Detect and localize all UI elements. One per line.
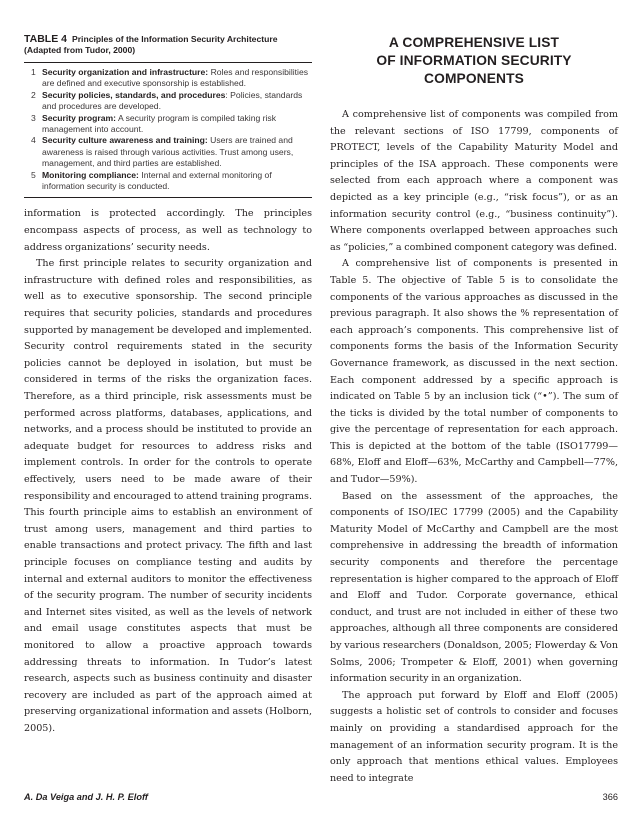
footer-authors: A. Da Veiga and J. H. P. Eloff [24, 792, 148, 802]
left-column [24, 34, 312, 737]
left-body [24, 206, 312, 737]
body-paragraph: A comprehensive list of components is presented in Table 5. The objective of Table 5 is to consolidate the components of the various approaches as discussed in the previous paragraph. It also shows the % representation of each approach’s components. This comprehensive list of components forms the basis of the Information Security Governance framework, as discussed in the next section. Each component addressed by a specific approach is indicated on Table 5 by an inclusion tick (“•”). The sum of the ticks is divided by the total number of components to give the percentage of representation for each approach. This is depicted at the bottom of the table (ISO17799—68%, Eloff and Eloff—63%, McCarthy and Campbell—77%, and Tudor—59%). [330, 258, 618, 486]
table-4 [24, 62, 312, 198]
body-paragraph: information is protected accordingly. The principles encompass aspects of process, as well as technology to address organizations’ security needs. [24, 208, 312, 253]
table-row: 3 Security program: A security program is compiled taking risk management into account. [31, 112, 277, 135]
body-paragraph: The approach put forward by Eloff and Eloff (2005) suggests a holistic set of controls to consider and focuses mainly on providing a standardised approach for the management of an information security program. It is the only approach that mentions ethical values. Employees need to integrate [330, 689, 618, 784]
table-row: 1 Security organization and infrastructure: Roles and responsibilities are defined and executive sponsorship is established. [31, 67, 309, 89]
table-number: TABLE 4 [24, 33, 67, 45]
table-row: 4 Security culture awareness and training: Users are trained and awareness is raised through various activities. Trust among users, management, and third parties are established. [31, 135, 294, 169]
table-caption [24, 34, 312, 56]
table-row: 5 Monitoring compliance: Internal and external monitoring of information security is conducted. [31, 169, 272, 192]
right-column [330, 34, 618, 787]
body-paragraph: The first principle relates to security organization and infrastructure with defined roles and responsibilities, as well as to executive sponsorship. The second principle requires that security policies, standards and procedures supported by management be developed and implemented. Security control requirements stated in the security policies cannot be deployed in isolation, but must be considered in terms of the risks the organization faces. Therefore, as a third principle, risk assessments must be performed across platforms, databases, applications, and networks, and a process should be instituted to provide an adequate budget for resources to address risks and implement controls. In order for the controls to operate effectively, users need to be made aware of their responsibility and encouraged to attend training programs. This fourth principle aims to establish an environment of trust among users, management and third parties to enable transactions and protect privacy. The fifth and last principle focuses on compliance testing and audits by internal and external auditors to monitor the effectiveness of the security program. The number of security incidents and Internet sites visited, as well as the levels of network and email usage constitutes aspects that must be monitored to allow a proactive approach towards addressing threats to information. In Tudor’s latest research, aspects such as business continuity and disaster recovery are included as part of the approach aimed at preserving organizational information and assets (Holborn, 2005). [24, 258, 312, 734]
table-row: 2 Security policies, standards, and procedures: Policies, standards and procedures are developed. [31, 89, 303, 112]
table-title: Principles of the Information Security Architecture (Adapted from Tudor, 2000) [24, 34, 278, 55]
body-paragraph: A comprehensive list of components was compiled from the relevant sections of ISO 17799, components of PROTECT, levels of the Capability Maturity Model and principles of the ISA approach. These components were selected from each approach where a component was depicted as a key principle (e.g., “risk focus”), or as an information security control (e.g., “business continuity”). Where components overlapped between approaches such as “policies,” a combined component category was defined. [330, 109, 618, 253]
page-number: 366 [602, 792, 618, 802]
section-heading: A COMPREHENSIVE LIST OF INFORMATION SECURITY COMPONENTS [376, 35, 572, 86]
body-paragraph: Based on the assessment of the approaches, the components of ISO/IEC 17799 (2005) and the Capability Maturity Model of McCarthy and Campbell are the most comprehensive in addressing the breadth of information security components and therefore the percentage representation is higher compared to the approach of Eloff and Eloff and Tudor. Corporate governance, ethical conduct, and trust are not included in either of these two approaches, although all three components are considered by various researchers (Donaldson, 2005; Flowerday & Von Solms, 2006; Trompeter & Eloff, 2001) when governing information security in an organization. [330, 490, 618, 685]
